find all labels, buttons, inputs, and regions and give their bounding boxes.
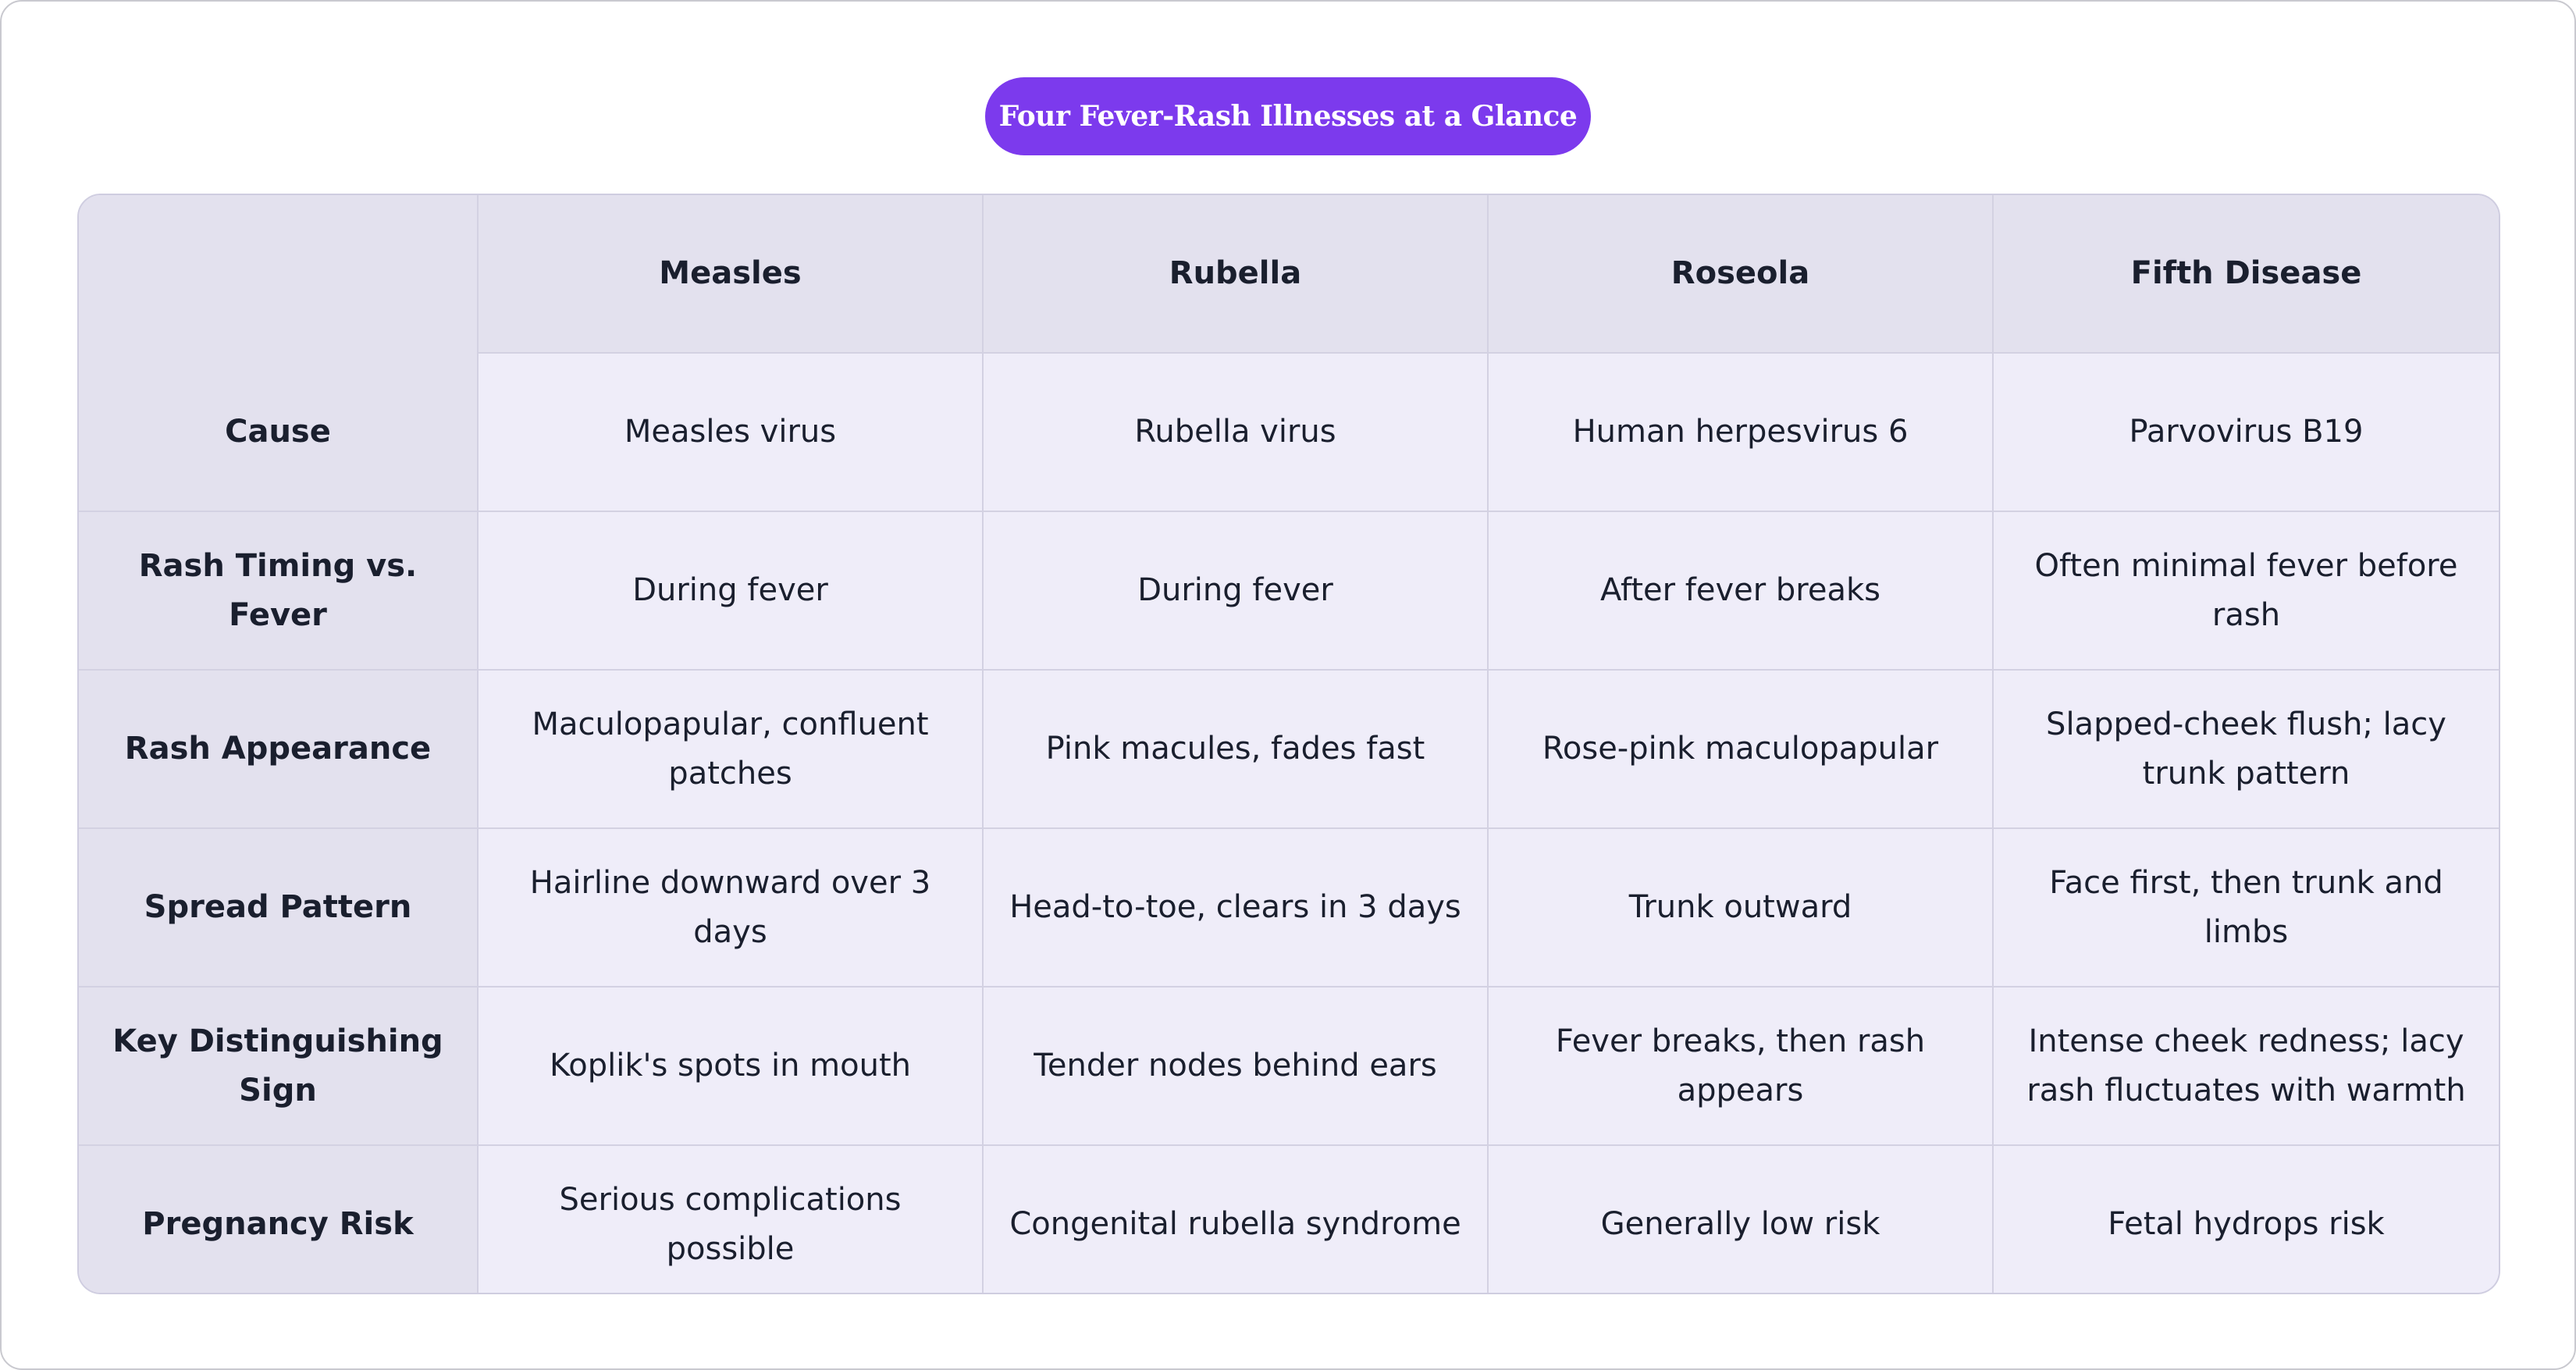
table-cell: Hairline downward over 3 days <box>478 828 983 987</box>
table-cell: Generally low risk <box>1488 1145 1993 1294</box>
row-header-spread-pattern: Spread Pattern <box>79 828 478 987</box>
table-row <box>79 1145 2499 1294</box>
comparison-table-container <box>77 194 2500 1294</box>
table-cell: Koplik's spots in mouth <box>478 987 983 1145</box>
table-cell: During fever <box>983 511 1488 670</box>
table-cell: Maculopapular, confluent patches <box>478 670 983 828</box>
table-cell: Rose-pink maculopapular <box>1488 670 1993 828</box>
row-header-rash-timing: Rash Timing vs. Fever <box>79 511 478 670</box>
table-cell: Serious complications possible <box>478 1145 983 1294</box>
table-cell: Slapped-cheek flush; lacy trunk pattern <box>1993 670 2499 828</box>
table-cell: Face first, then trunk and limbs <box>1993 828 2499 987</box>
row-header-rash-appearance: Rash Appearance <box>79 670 478 828</box>
table-cell: Parvovirus B19 <box>1993 353 2499 511</box>
corner-cell <box>79 195 478 353</box>
row-header-key-sign: Key Distinguishing Sign <box>79 987 478 1145</box>
column-header-measles: Measles <box>478 195 983 353</box>
column-header-roseola: Roseola <box>1488 195 1993 353</box>
row-header-cause: Cause <box>79 353 478 511</box>
comparison-table <box>79 195 2499 1294</box>
table-cell: Rubella virus <box>983 353 1488 511</box>
table-cell: Tender nodes behind ears <box>983 987 1488 1145</box>
column-header-fifth-disease: Fifth Disease <box>1993 195 2499 353</box>
table-row <box>79 353 2499 511</box>
table-cell: Measles virus <box>478 353 983 511</box>
table-row <box>79 987 2499 1145</box>
row-header-pregnancy-risk: Pregnancy Risk <box>79 1145 478 1294</box>
table-cell: Intense cheek redness; lacy rash fluctuates with warmth <box>1993 987 2499 1145</box>
table-row <box>79 511 2499 670</box>
table-cell: Trunk outward <box>1488 828 1993 987</box>
table-cell: Head-to-toe, clears in 3 days <box>983 828 1488 987</box>
table-row <box>79 670 2499 828</box>
table-cell: Fever breaks, then rash appears <box>1488 987 1993 1145</box>
table-header-row <box>79 195 2499 353</box>
table-cell: Congenital rubella syndrome <box>983 1145 1488 1294</box>
table-cell: Fetal hydrops risk <box>1993 1145 2499 1294</box>
table-cell: Human herpesvirus 6 <box>1488 353 1993 511</box>
table-cell: Often minimal fever before rash <box>1993 511 2499 670</box>
table-cell: After fever breaks <box>1488 511 1993 670</box>
table-row <box>79 828 2499 987</box>
column-header-rubella: Rubella <box>983 195 1488 353</box>
page-title: Four Fever-Rash Illnesses at a Glance <box>985 77 1591 155</box>
table-cell: Pink macules, fades fast <box>983 670 1488 828</box>
table-cell: During fever <box>478 511 983 670</box>
